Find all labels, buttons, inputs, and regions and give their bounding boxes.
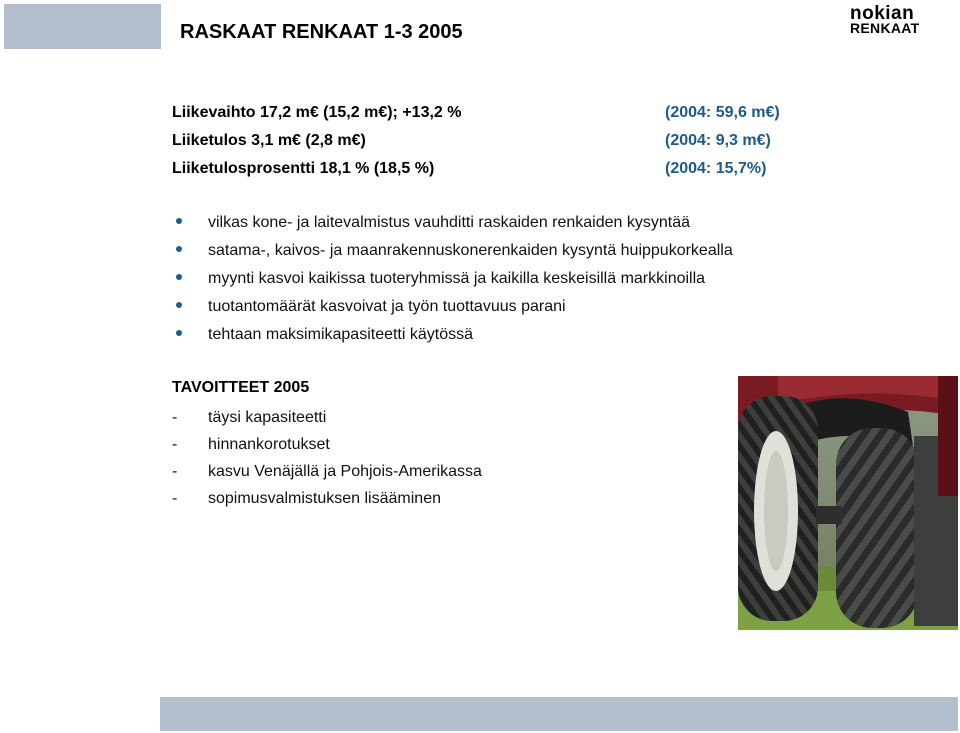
bullet-icon — [176, 274, 182, 280]
kpi-comparison: (2004: 9,3 m€) — [665, 132, 771, 149]
dash-marker: - — [172, 463, 178, 480]
goal-text: täysi kapasiteetti — [208, 409, 327, 426]
kpi-row-operating-margin — [172, 160, 792, 182]
list-item-text: satama-, kaivos- ja maanrakennuskonerenkaiden kysyntä huippukorkealla — [208, 242, 733, 259]
kpi-label: Liiketulos 3,1 m€ (2,8 m€) — [172, 132, 366, 149]
kpi-label: Liiketulosprosentti 18,1 % (18,5 %) — [172, 160, 435, 177]
bullet-icon — [176, 246, 182, 252]
kpi-comparison: (2004: 15,7%) — [665, 160, 767, 177]
goal-item — [172, 408, 482, 435]
page-title: RASKAAT RENKAAT 1-3 2005 — [180, 21, 463, 43]
kpi-comparison: (2004: 59,6 m€) — [665, 104, 780, 121]
highlights-list — [172, 213, 852, 353]
kpi-row-revenue — [172, 104, 792, 126]
goal-text: hinnankorotukset — [208, 436, 330, 453]
goal-text: kasvu Venäjällä ja Pohjois-Amerikassa — [208, 463, 482, 480]
dash-marker: - — [172, 490, 178, 507]
kpi-row-operating-profit — [172, 132, 792, 154]
logo-line2: RENKAAT — [850, 20, 920, 36]
logo-line1: nokian — [850, 3, 915, 24]
dash-marker: - — [172, 436, 178, 453]
goals-list — [172, 408, 482, 516]
goal-item — [172, 435, 482, 462]
bullet-icon — [176, 330, 182, 336]
header — [0, 0, 960, 56]
footer-bar — [160, 697, 958, 731]
title-accent-block — [4, 4, 161, 49]
bullet-icon — [176, 218, 182, 224]
list-item-text: vilkas kone- ja laitevalmistus vauhditti raskaiden renkaiden kysyntää — [208, 214, 691, 231]
list-item — [172, 241, 852, 269]
list-item-text: tehtaan maksimikapasiteetti käytössä — [208, 326, 474, 343]
goal-text: sopimusvalmistuksen lisääminen — [208, 490, 441, 507]
list-item-text: myynti kasvoi kaikissa tuoteryhmissä ja kaikilla keskeisillä markkinoilla — [208, 270, 706, 287]
list-item — [172, 269, 852, 297]
tractor-tire-photo — [738, 376, 958, 630]
goal-item — [172, 462, 482, 489]
kpi-label: Liikevaihto 17,2 m€ (15,2 m€); +13,2 % — [172, 104, 462, 121]
dash-marker: - — [172, 409, 178, 426]
goals-heading: TAVOITTEET 2005 — [172, 379, 310, 396]
list-item-text: tuotantomäärät kasvoivat ja työn tuottavuus parani — [208, 298, 566, 315]
list-item — [172, 297, 852, 325]
list-item — [172, 213, 852, 241]
list-item — [172, 325, 852, 353]
bullet-icon — [176, 302, 182, 308]
goal-item — [172, 489, 482, 516]
nokian-renkaat-logo — [850, 4, 958, 38]
